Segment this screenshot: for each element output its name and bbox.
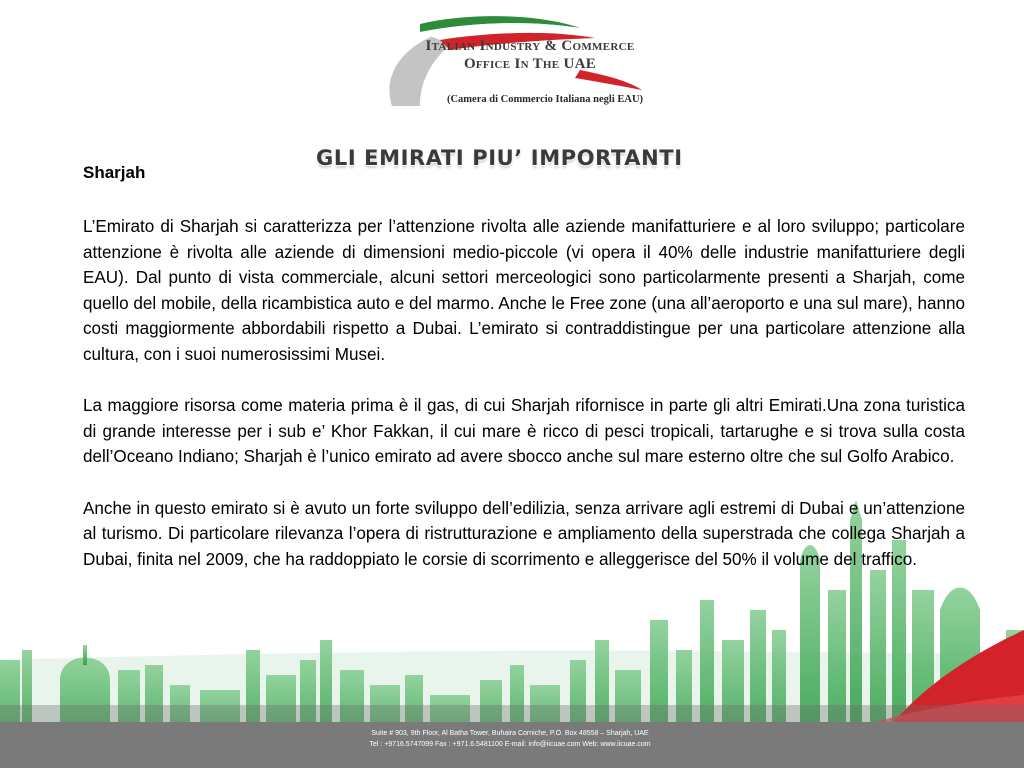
paragraph-1: L’Emirato di Sharjah si caratterizza per l’attenzione rivolta alle aziende manifatturiere e al loro sviluppo; particolare attenzione è rivolta alle aziende di dimensioni medio-piccole (vi opera il 40% delle industrie manifatturiere degli EAU). Dal punto di vista commerciale, alcuni settori merceologici sono particolarmente presenti a Sharjah, come quello del mobile, della ricambistica auto e del marmo. Anche le Free zone (una all’aeroporto e una sul mare), hanno costi maggiormente abbordabili rispetto a Dubai. L’emirato si contraddistingue per una particolare attenzione alla cultura, con i suoi numerosissimi Musei. [83, 217, 965, 364]
logo-line-2: Office In The UAE [463, 56, 597, 72]
logo-line-3: (Camera di Commercio Italiana negli EAU) [446, 94, 644, 105]
logo [380, 10, 650, 110]
content-body [83, 214, 965, 598]
section-subtitle: Sharjah [83, 163, 146, 182]
footer-contacts: Tel : +9716.5747099 Fax : +971.6.5481100 E-mail: info@iicuae.com Web: www.iicuae.com [369, 741, 651, 748]
paragraph-2: La maggiore risorsa come materia prima è il gas, di cui Sharjah rifornisce in parte gli altri Emirati.Una zona turistica di grande interesse per i sub e’ Khor Fakkan, il cui mare è ricco di pesci tropicali, tartarughe e si trova sulla costa dell’Oceano Indiano; Sharjah è l’unico emirato ad avere sbocco anche sul mare esterno oltre che sul Golfo Arabico. [83, 396, 965, 467]
logo-line-1: Italian Industry & Commerce [425, 38, 635, 54]
paragraph-3: Anche in questo emirato si è avuto un forte sviluppo dell’edilizia, senza arrivare agli estremi di Dubai e un’attenzione al turismo. Di particolare rilevanza l’opera di ristrutturazione e ampliamento della superstrada che collega Sharjah a Dubai, finita nel 2009, che ha raddoppiato le corsie di scorrimento e alleggerisce del 50% il volume del traffico. [83, 498, 965, 569]
footer-address: Suite # 903, 9th Floor, Al Batha Tower, Buhaira Corniche, P.O. Box 48558 – Sharjah, UAE [371, 730, 649, 737]
slide-title: GLI EMIRATI PIU’ IMPORTANTI [316, 146, 683, 170]
footer [300, 728, 720, 750]
